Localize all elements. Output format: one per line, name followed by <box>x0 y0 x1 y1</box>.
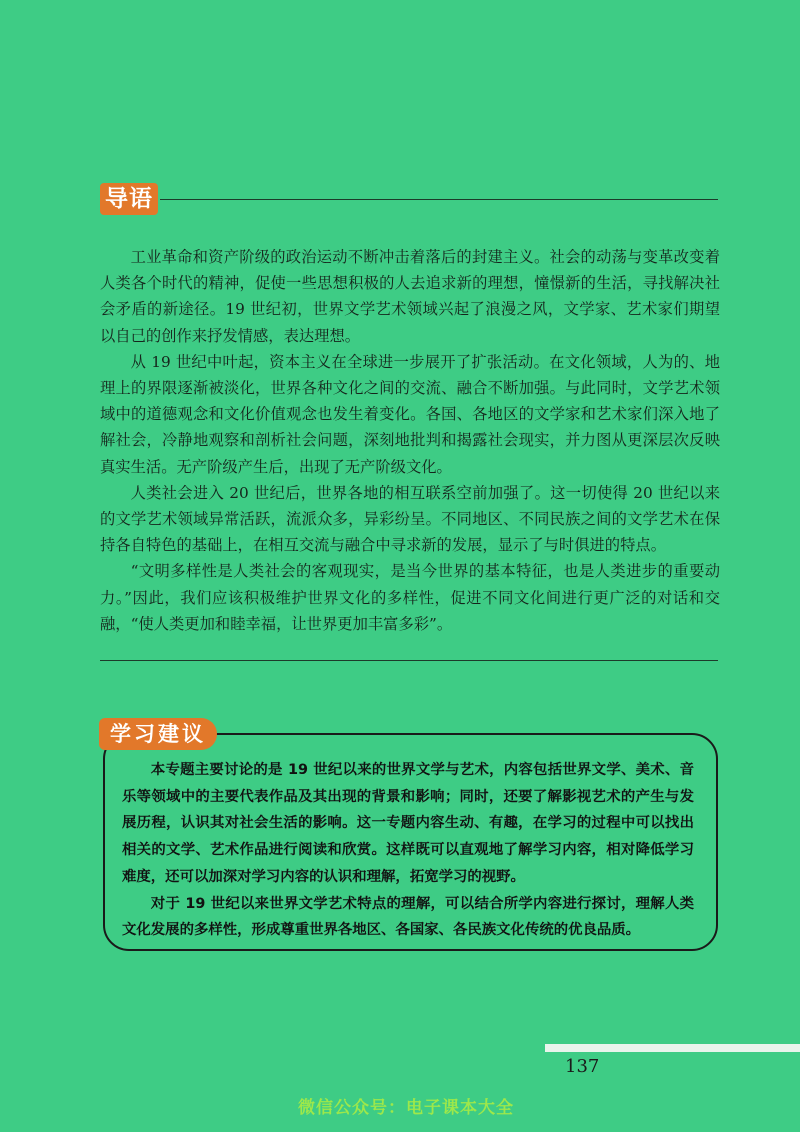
intro-paragraph: “文明多样性是人类社会的客观现实，是当今世界的基本特征，也是人类进步的重要动力。”因此，我们应该积极维护世界文化的多样性，促进不同文化间进行更广泛的对话和交融，“使人类更加和睦幸福，让世界更加丰富多彩”。 <box>100 562 720 633</box>
intro-heading: 导语 <box>100 183 158 215</box>
page-number: 137 <box>565 1056 600 1077</box>
advice-paragraph: 本专题主要讨论的是 19 世纪以来的世界文学与艺术，内容包括世界文学、美术、音乐等领域中的主要代表作品及其出现的背景和影响；同时，还要了解影视艺术的产生与发展历程，认识其对社会生活的影响。这一专题内容生动、有趣，在学习的过程中可以找出相关的文学、艺术作品进行阅读和欣赏。这样既可以直观地了解学习内容，相对降低学习难度，还可以加深对学习内容的认识和理解，拓宽学习的视野。 <box>122 762 694 885</box>
intro-paragraph: 工业革命和资产阶级的政治运动不断冲击着落后的封建主义。社会的动荡与变革改变着人类各个时代的精神，促使一些思想积极的人去追求新的理想，憧憬新的生活，寻找解决社会矛盾的新途径。19 世纪初，世界文学艺术领域兴起了浪漫之风，文学家、艺术家们期望以自己的创作来抒发情感，表达理想。 <box>100 248 720 345</box>
footer-bar <box>545 1044 800 1052</box>
intro-text <box>100 244 720 637</box>
watermark: 微信公众号：电子课本大全 <box>298 1098 514 1118</box>
advice-paragraph: 对于 19 世纪以来世界文学艺术特点的理解，可以结合所学内容进行探讨，理解人类文化发展的多样性，形成尊重世界各地区、各国家、各民族文化传统的优良品质。 <box>122 895 694 939</box>
study-advice-text <box>122 757 694 944</box>
study-advice-heading: 学习建议 <box>99 718 217 750</box>
intro-paragraph: 从 19 世纪中叶起，资本主义在全球进一步展开了扩张活动。在文化领域，人为的、地理上的界限逐渐被淡化，世界各种文化之间的交流、融合不断加强。与此同时，文学艺术领域中的道德观念和文化价值观念也发生着变化。各国、各地区的文学家和艺术家们深入地了解社会，冷静地观察和剖析社会问题，深刻地批判和揭露社会现实，并力图从更深层次反映真实生活。无产阶级产生后，出现了无产阶级文化。 <box>100 352 720 476</box>
intro-paragraph: 人类社会进入 20 世纪后，世界各地的相互联系空前加强了。这一切使得 20 世纪以来的文学艺术领域异常活跃，流派众多，异彩纷呈。不同地区、不同民族之间的文学艺术在保持各自特色的基础上，在相互交流与融合中寻求新的发展，显示了与时俱进的特点。 <box>100 483 720 555</box>
heading-divider <box>160 199 718 200</box>
section-divider <box>100 660 718 661</box>
